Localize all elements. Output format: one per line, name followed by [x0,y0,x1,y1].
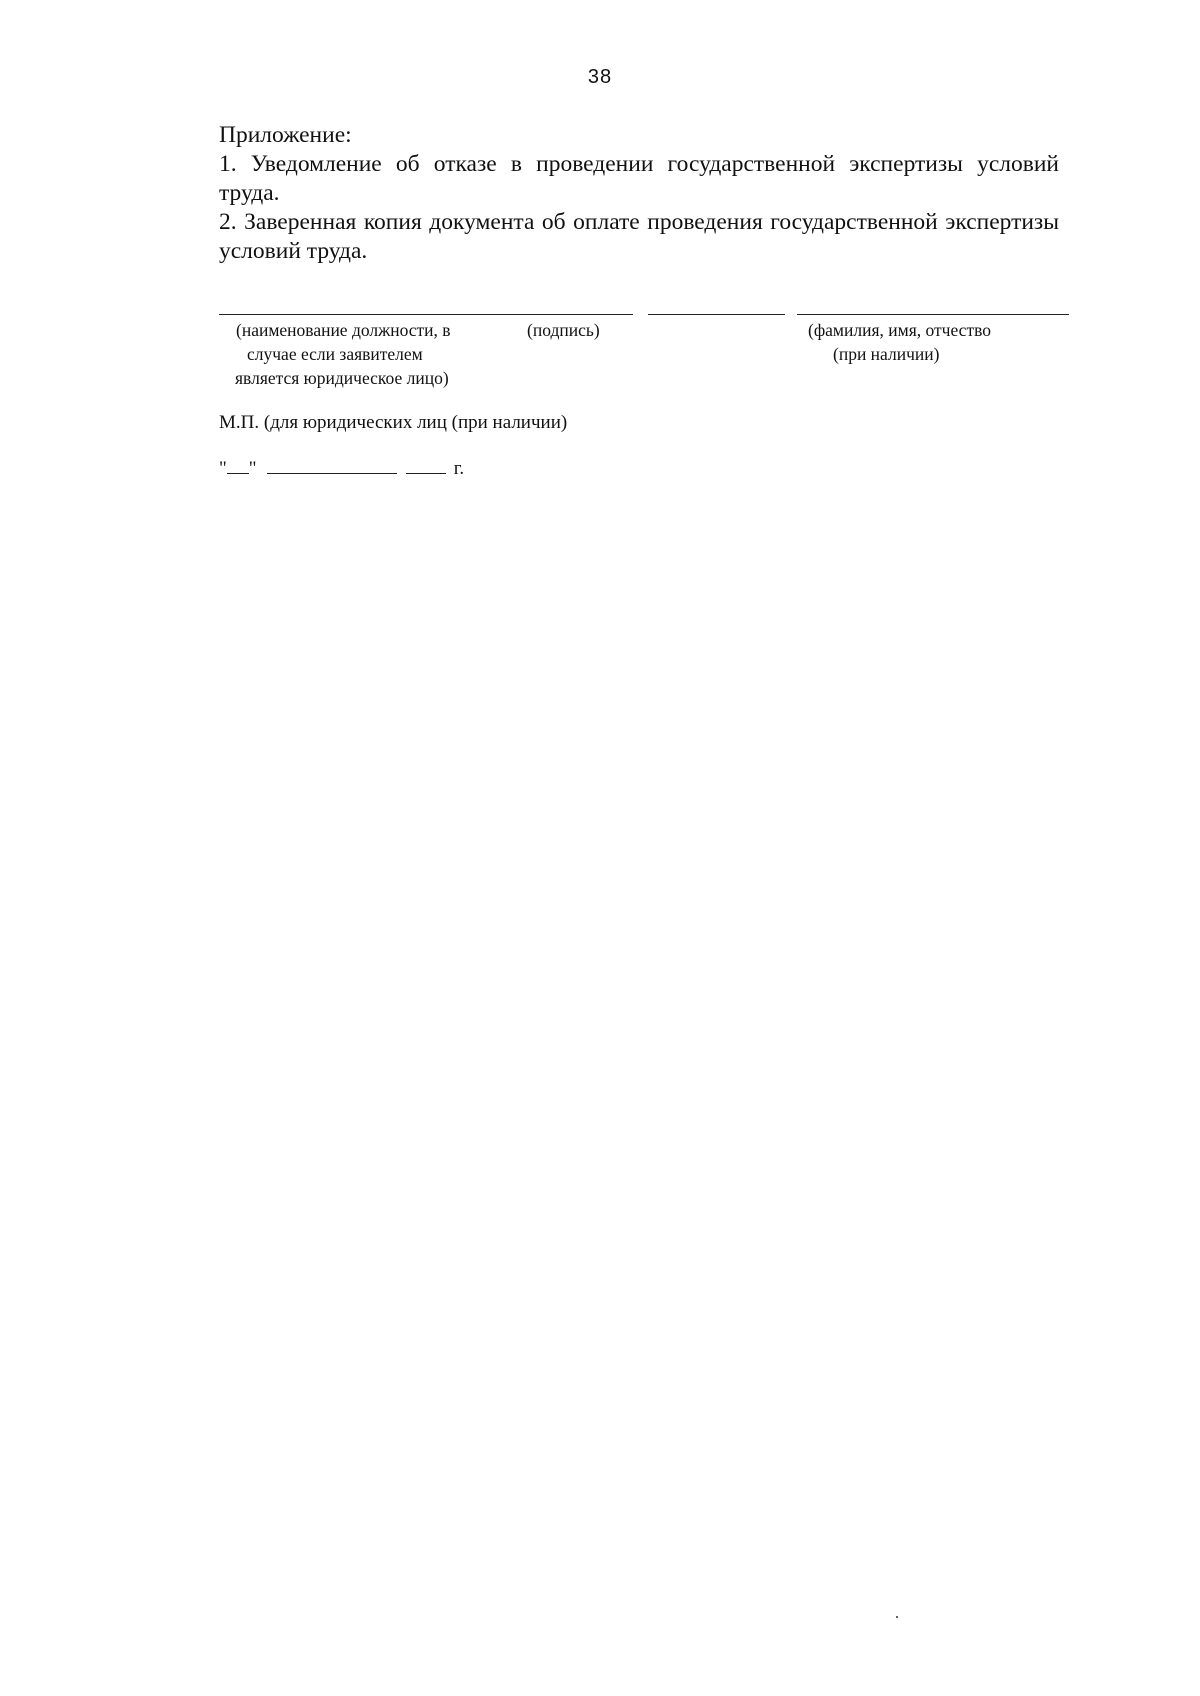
page-number: 38 [587,66,613,88]
full-name-line [797,314,1069,315]
stamp-note: М.П. (для юридических лиц (при наличии) [219,412,568,433]
position-label-line-1: (наименование должности, в [236,320,451,340]
position-label-line-3: является юридическое лицо) [235,368,449,388]
scan-speck [896,1616,898,1618]
attachments-heading: Приложение: [219,122,352,148]
attachment-item-1: 1. Уведомление об отказе в проведении государственной экспертизы условий труда. [219,151,1059,206]
month-blank [267,457,397,474]
day-blank [227,457,249,474]
date-close-quote: " [248,458,257,479]
attachments-section [219,121,1059,266]
attachment-item-2: 2. Заверенная копия документа об оплате проведения государственной экспертизы условий труда. [219,209,1059,264]
name-label-line-1: (фамилия, имя, отчество [808,320,991,340]
signature-line [648,314,785,315]
position-signature-line [219,314,633,315]
year-suffix: г. [453,458,465,479]
date-line [219,457,464,480]
name-label-line-2: (при наличии) [833,344,940,364]
date-open-quote: " [219,458,227,479]
position-label-line-2: случае если заявителем [247,344,423,364]
signature-label: (подпись) [527,320,600,340]
year-blank [406,457,446,474]
